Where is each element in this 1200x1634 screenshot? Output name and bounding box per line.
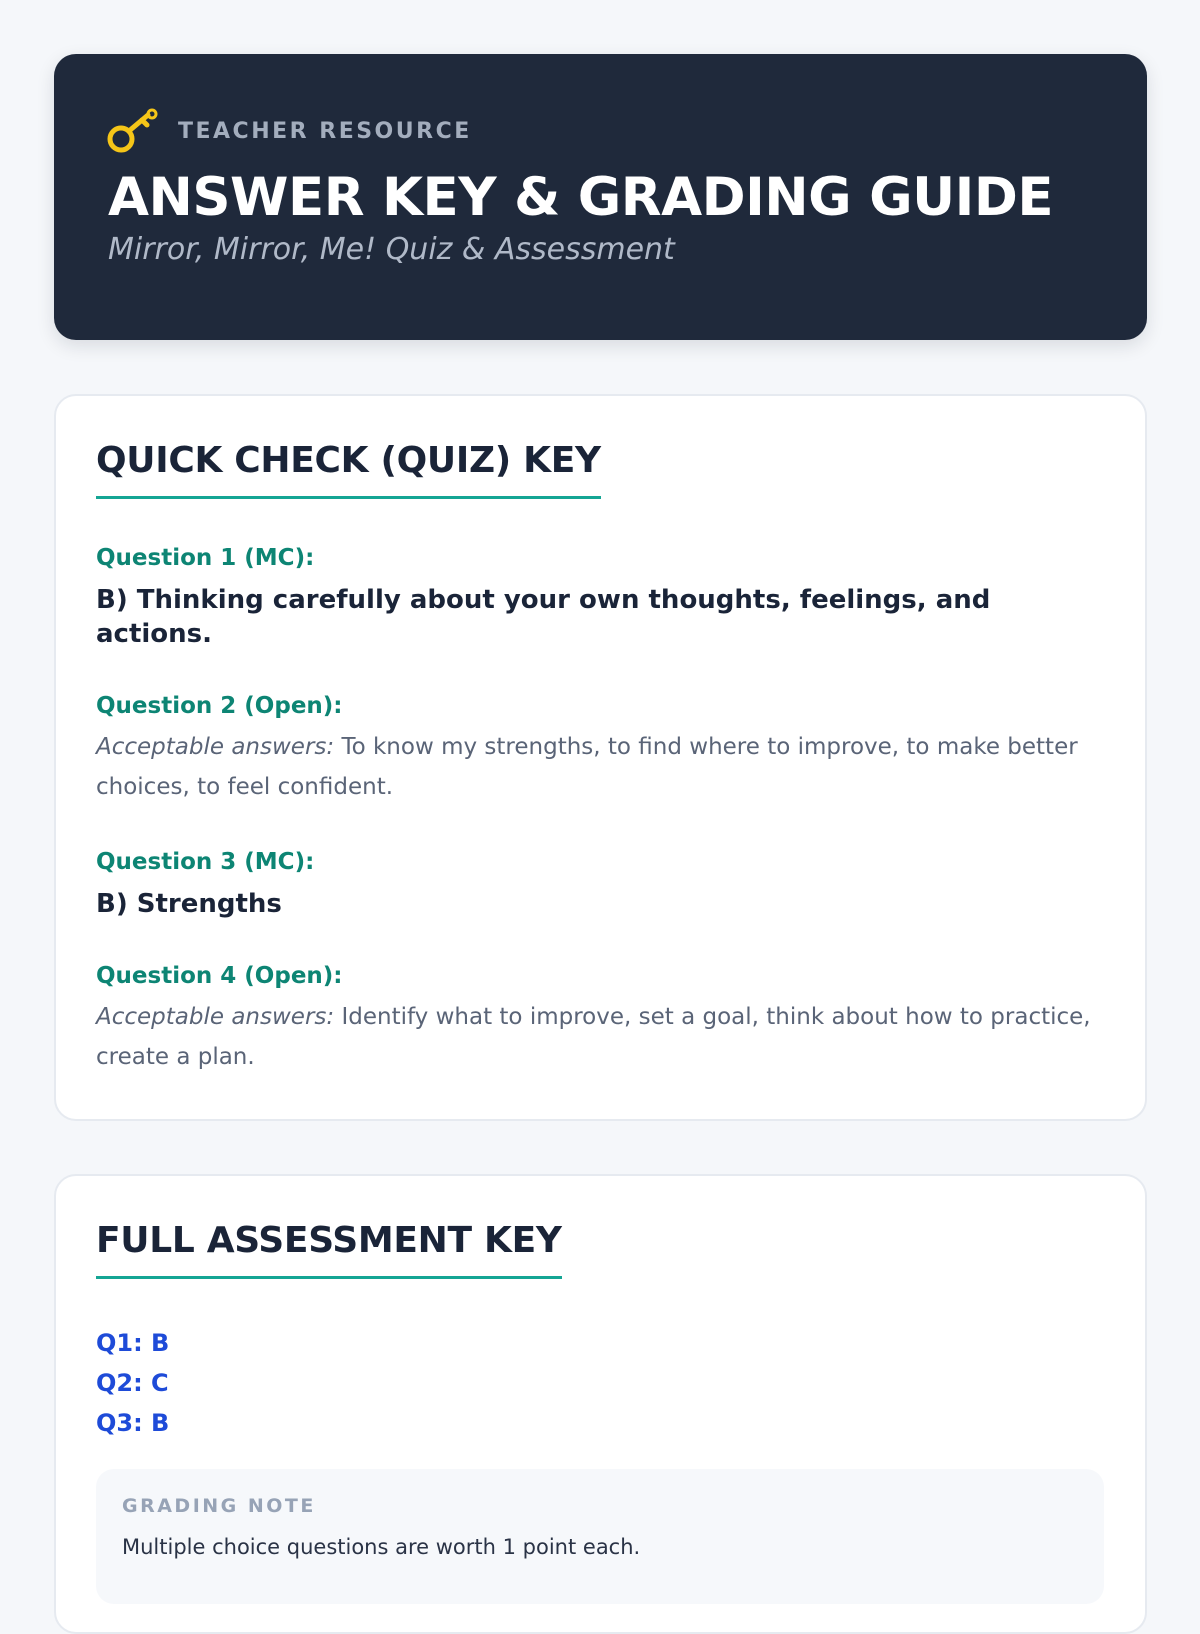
answer-item: Q3: B	[96, 1409, 170, 1437]
answer-prefix: Acceptable answers:	[96, 734, 335, 760]
grading-note	[96, 1469, 1104, 1604]
grading-note-text: Multiple choice questions are worth 1 point each.	[122, 1535, 641, 1559]
answer-text: To know my strengths, to find where to improve, to make better choices, to feel confident.	[96, 734, 1078, 800]
question-item	[96, 543, 1105, 651]
question-answer	[96, 997, 1105, 1077]
question-label: Question 3 (MC):	[96, 849, 315, 875]
question-item	[96, 691, 1105, 807]
quiz-key-title: QUICK CHECK (QUIZ) KEY	[96, 436, 601, 499]
page-subtitle: Mirror, Mirror, Me! Quiz & Assessment	[108, 232, 675, 267]
question-answer	[96, 727, 1105, 807]
question-item	[96, 961, 1105, 1077]
answer-prefix: Acceptable answers:	[96, 1004, 335, 1030]
page-title: ANSWER KEY & GRADING GUIDE	[108, 167, 1054, 228]
question-label: Question 2 (Open):	[96, 693, 343, 719]
grading-note-title: GRADING NOTE	[122, 1495, 316, 1517]
answer-item: Q1: B	[96, 1329, 170, 1357]
quiz-key-card	[54, 394, 1147, 1121]
key-icon	[106, 106, 158, 156]
kicker	[106, 106, 1093, 156]
kicker-text: TEACHER RESOURCE	[178, 118, 472, 144]
question-label: Question 1 (MC):	[96, 545, 315, 571]
question-answer: B) Strengths	[96, 889, 282, 919]
question-item	[96, 847, 1105, 921]
assessment-key-card	[54, 1174, 1147, 1634]
answer-text: Identify what to improve, set a goal, think about how to practice, create a plan.	[96, 1004, 1091, 1070]
answer-list	[96, 1323, 1105, 1443]
header-banner	[54, 54, 1147, 340]
answer-item: Q2: C	[96, 1369, 169, 1397]
assessment-key-title: FULL ASSESSMENT KEY	[96, 1216, 562, 1279]
question-label: Question 4 (Open):	[96, 963, 343, 989]
question-answer: B) Thinking carefully about your own thoughts, feelings, and actions.	[96, 585, 991, 649]
